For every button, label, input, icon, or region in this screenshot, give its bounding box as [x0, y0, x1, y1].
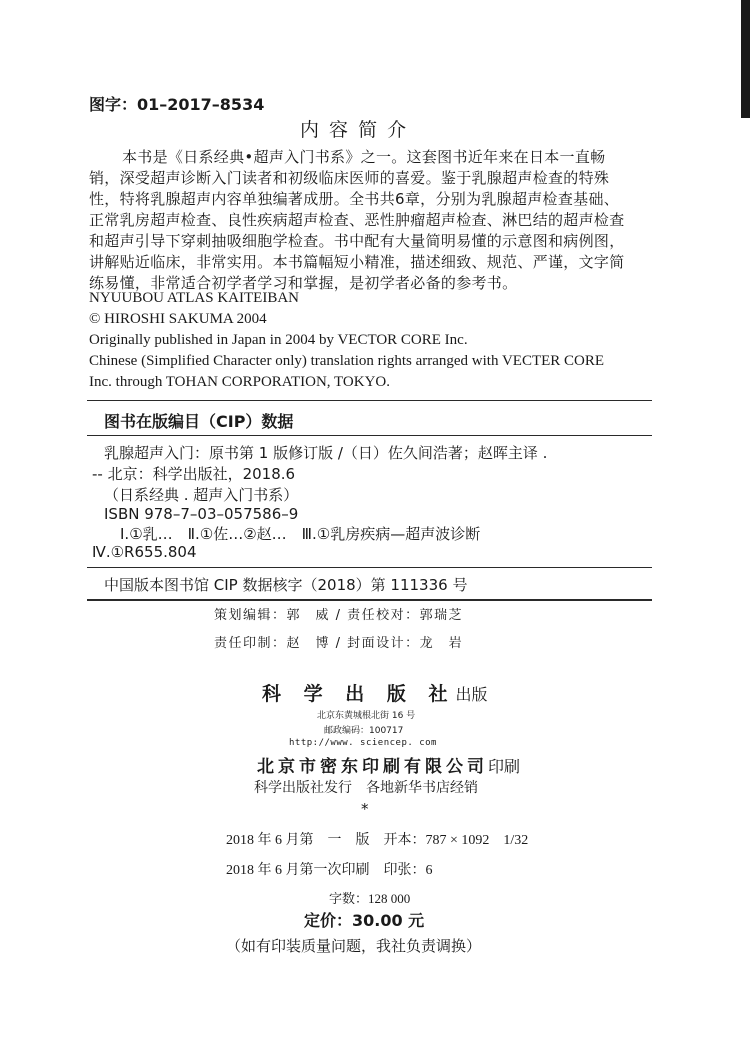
intro-line: 性，特将乳腺超声内容单独编著成册。全书共6章，分别为乳腺超声检查基础、 [89, 190, 620, 208]
intro-line: 销，深受超声诊断入门读者和初级临床医师的喜爱。鉴于乳腺超声检查的特殊 [89, 169, 610, 187]
publisher-postcode: 邮政编码：100717 [324, 726, 404, 736]
cip-record-line: 乳腺超声入门：原书第 1 版修订版 /（日）佐久间浩著；赵晖主译 . [104, 444, 548, 462]
divider [87, 435, 652, 436]
intro-title: 内 容 简 介 [300, 119, 409, 141]
intro-line: 和超声引导下穿刺抽吸细胞学检查。书中配有大量简明易懂的示意图和病例图， [89, 232, 625, 250]
publisher-address: 北京东黄城根北街 16 号 [317, 711, 416, 721]
printer-name: 北京市密东印刷有限公司 [257, 757, 488, 777]
publisher-line [262, 679, 487, 706]
distribution-info: 科学出版社发行 各地新华书店经销 [254, 780, 478, 796]
intro-line: 练易懂，非常适合初学者学习和掌握，是初学者必备的参考书。 [89, 274, 518, 292]
copyright-line: © HIROSHI SAKUMA 2004 [89, 311, 267, 327]
intro-line: 正常乳房超声检查、良性疾病超声检查、恶性肿瘤超声检查、淋巴结的超声检查 [89, 211, 625, 229]
intro-line: 讲解贴近临床，非常实用。本书篇幅短小精准，描述细致、规范、严谨，文字简 [89, 253, 625, 271]
printing-info: 2018 年 6 月第一次印刷 印张：6 [226, 863, 433, 878]
publisher-url: http://www. sciencep. com [289, 738, 437, 748]
printer-line [257, 752, 520, 777]
cip-record-line: （日系经典 . 超声入门书系） [104, 486, 299, 504]
printer-suffix: 印刷 [488, 757, 521, 776]
cip-verify-number: 中国版本图书馆 CIP 数据核字（2018）第 111336 号 [104, 576, 468, 594]
divider [87, 400, 652, 401]
cip-isbn: ISBN 978–7–03–057586–9 [104, 505, 299, 523]
divider [87, 599, 652, 601]
page-edge-bar [741, 0, 750, 118]
cip-class-line: Ⅳ.①R655.804 [92, 543, 197, 561]
copyright-line: Originally published in Japan in 2004 by VECTOR CORE Inc. [89, 332, 468, 348]
separator-star: * [361, 800, 369, 818]
publisher-suffix: 出版 [455, 685, 488, 704]
cip-heading: 图书在版编目（CIP）数据 [104, 412, 294, 431]
edition-info: 2018 年 6 月第 一 版 开本：787 × 1092 1/32 [226, 833, 529, 848]
word-count: 字数：128 000 [329, 891, 411, 906]
publisher-name: 科 学 出 版 社 [262, 683, 456, 705]
cip-record-line: -- 北京：科学出版社，2018.6 [92, 465, 296, 483]
editor-credits: 策划编辑：郭 威 / 责任校对：郭瑞芝 [214, 608, 464, 623]
copyright-line: Inc. through TOHAN CORPORATION, TOKYO. [89, 374, 390, 390]
divider [87, 567, 652, 568]
cip-class-line: Ⅰ.①乳… Ⅱ.①佐…②赵… Ⅲ.①乳房疾病—超声波诊断 [120, 525, 481, 543]
copyright-line: NYUUBOU ATLAS KAITEIBAN [89, 290, 299, 306]
price: 定价：30.00 元 [304, 911, 425, 930]
quality-notice: （如有印装质量问题，我社负责调换） [226, 937, 482, 955]
copyright-line: Chinese (Simplified Character only) translation rights arranged with VECTER CORE [89, 353, 605, 369]
printing-credits: 责任印制：赵 博 / 封面设计：龙 岩 [214, 636, 464, 651]
image-reg-number: 图字：01–2017–8534 [89, 95, 265, 114]
intro-line: 本书是《日系经典•超声入门书系》之一。这套图书近年来在日本一直畅 [122, 148, 606, 166]
